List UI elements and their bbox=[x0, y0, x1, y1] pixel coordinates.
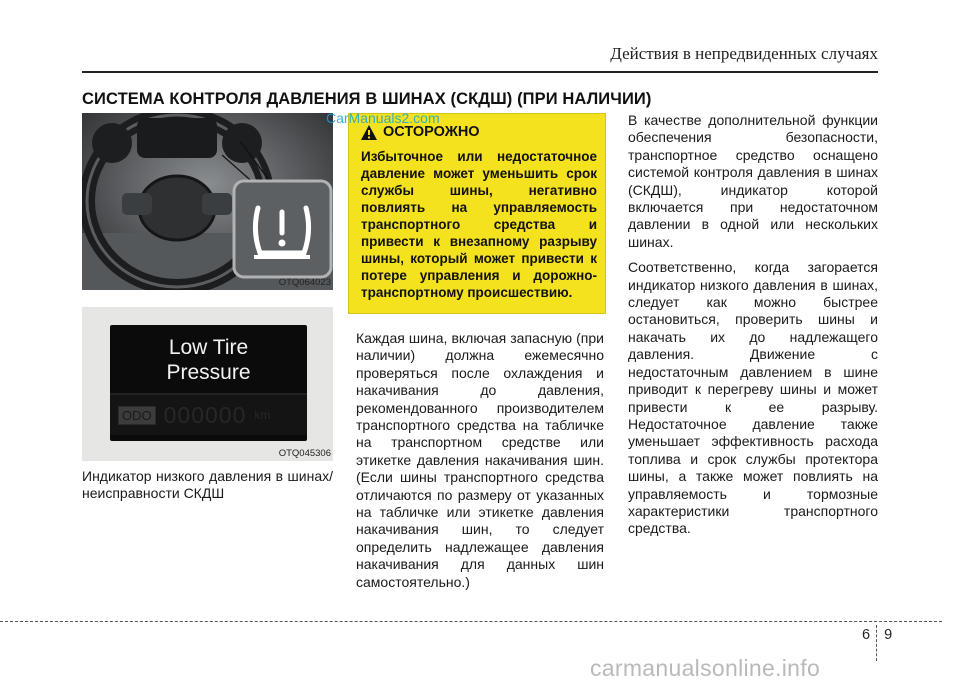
message-line-2: Pressure bbox=[166, 361, 251, 384]
odo-label: ODO bbox=[118, 406, 156, 425]
header-rule bbox=[82, 71, 878, 73]
warning-box bbox=[348, 113, 606, 314]
warning-text: Избыточное или недостаточное давление может уменьшить срок службы шины, негативно повлиять на управляемость транспортного средства и привести к внезапному разрыву шины, который может привести к потере управления и дорожно-транспортному происшествию. bbox=[361, 149, 597, 300]
warning-triangle-icon bbox=[361, 125, 377, 140]
odo-value: 000000 bbox=[163, 401, 247, 428]
watermark-bottom: carmanualsonline.info bbox=[590, 655, 821, 681]
dashboard-photo bbox=[82, 113, 333, 290]
middle-column-text: Каждая шина, включая запасную (при наличии) должна ежемесячно проверяться после охлаждения и накачивания до давления, рекомендованного производителем транспортного средства на табличке на транспортном средстве или этикетке давления накачивания шин. (Если шины транспортного средства отличаются по размеру от указанных на табличке или этикетке давления накачивания шин, то следует определить надлежащее давления накачивания для данных шин самостоятельно.) bbox=[356, 330, 604, 590]
cluster-display-photo bbox=[82, 307, 333, 461]
chapter-number: 6 bbox=[862, 627, 871, 643]
page-number-value: 9 bbox=[884, 627, 893, 643]
dashboard-figure-code: OTQ064023 bbox=[278, 277, 331, 288]
section-title: СИСТЕМА КОНТРОЛЯ ДАВЛЕНИЯ В ШИНАХ (СКДШ) (ПРИ НАЛИЧИИ) bbox=[82, 90, 652, 108]
watermark-top: CarManuals2.com bbox=[326, 110, 440, 126]
page-separator bbox=[876, 625, 878, 661]
chapter-header-title: Действия в непредвиденных случаях bbox=[610, 44, 878, 63]
right-paragraph-2: Соответственно, когда загорается индикатор низкого давления в шинах, следует как можно быстрее остановиться, проверить шины и накачать их до надлежащего давления. Движение с недостаточным давлением в шине приводит к перегреву шины и может привести к ее разрыву. Недостаточное давление также уменьшает эффективность расхода топлива и срок службы протектора шины, а также может повлиять на управляемость и тормозные характеристики транспортного средства. bbox=[628, 259, 878, 537]
right-column bbox=[628, 112, 878, 546]
figure-caption: Индикатор низкого давления в шинах/неисправности СКДШ bbox=[82, 468, 333, 501]
odo-unit: km bbox=[254, 408, 271, 422]
cluster-figure-code: OTQ045306 bbox=[278, 448, 331, 459]
odometer-row bbox=[110, 393, 307, 435]
right-paragraph-1: В качестве дополнительной функции обеспечения безопасности, транспортное средство оснащено системой контроля давления в шинах (СКДШ), индикатор которой включается при недостаточном давлении в одной или нескольких шинах. bbox=[628, 112, 878, 250]
message-line-1: Low Tire bbox=[168, 336, 249, 359]
footer-rule bbox=[0, 621, 942, 622]
warning-title: ОСТОРОЖНО bbox=[383, 124, 480, 140]
warning-heading bbox=[361, 124, 480, 140]
lcd-panel bbox=[110, 325, 307, 441]
page-number bbox=[862, 627, 892, 661]
low-tire-pressure-message bbox=[110, 329, 307, 391]
